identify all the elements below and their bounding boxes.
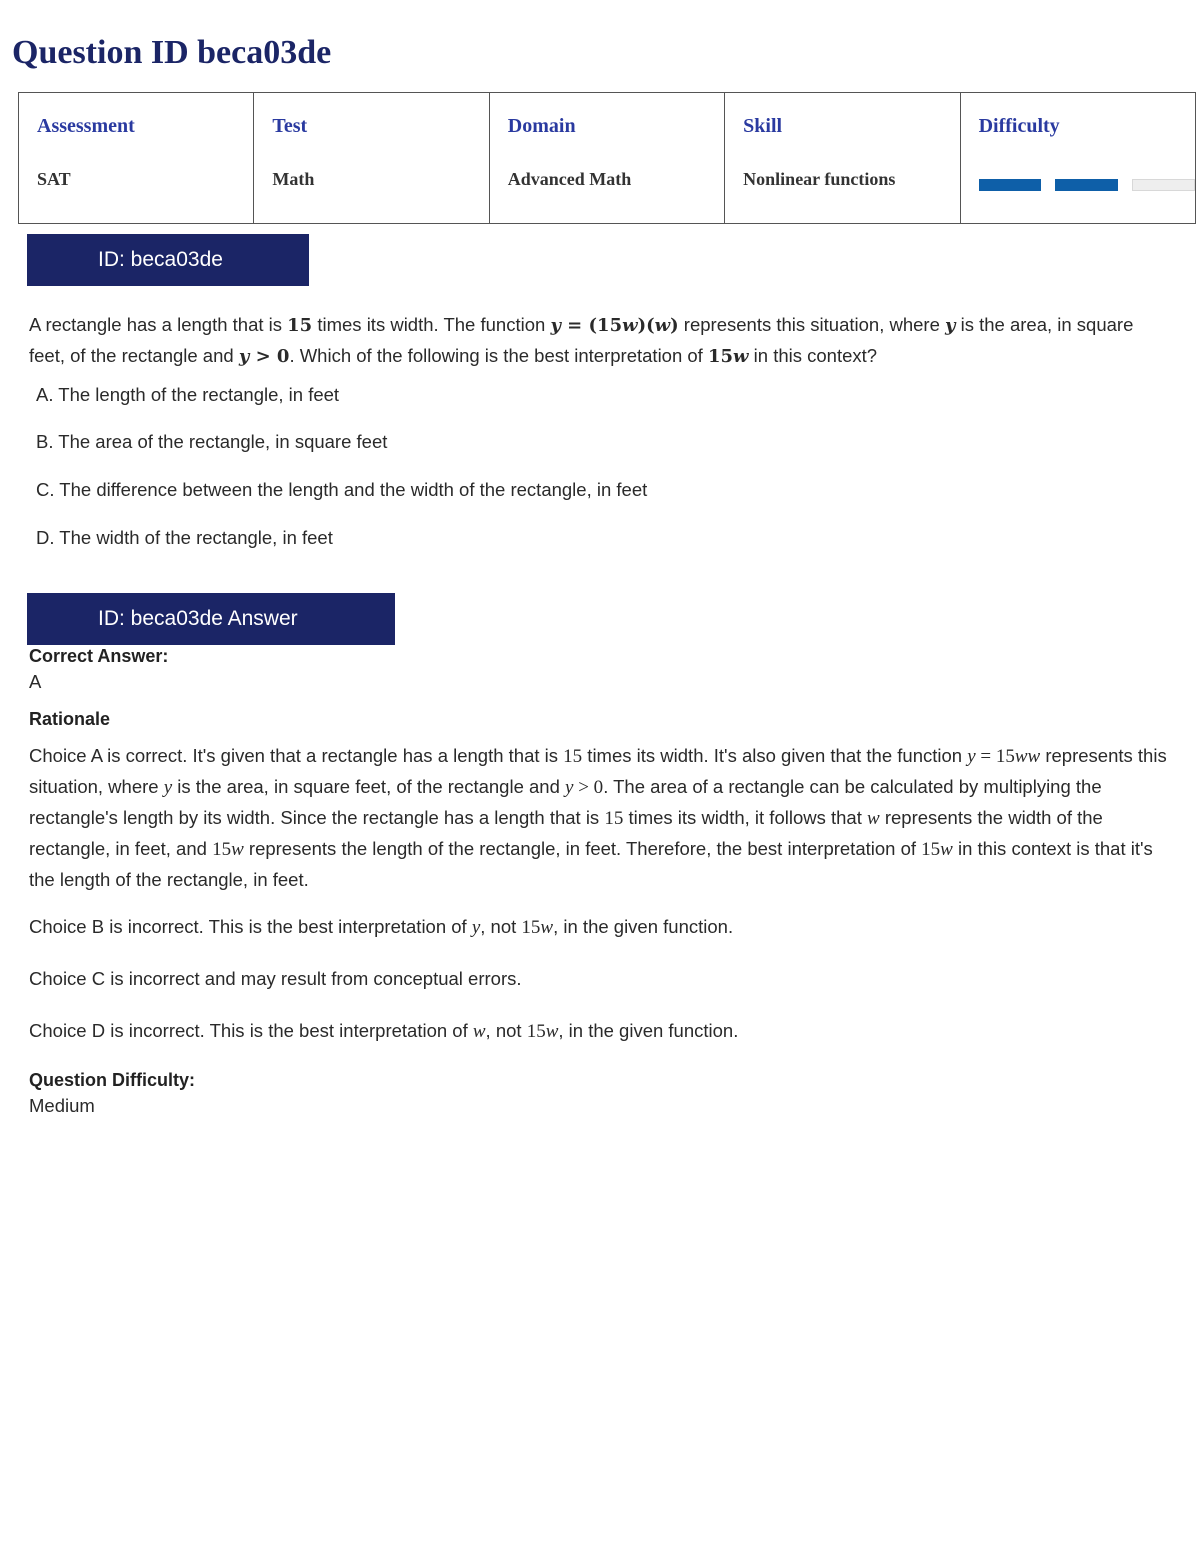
stem-text: represents this situation, where [678, 314, 945, 335]
math-number: 15 [526, 1021, 546, 1042]
assessment-cell [19, 93, 254, 224]
skill-label: Skill [743, 115, 783, 137]
difficulty-bar [1055, 179, 1118, 191]
math-number: 15 [707, 346, 734, 367]
rationale-text: represents the length of the rectangle, in feet. Therefore, the best interpretation of [243, 838, 922, 859]
rationale-paragraph [29, 741, 1169, 895]
test-value: Math [272, 169, 315, 189]
math-expression: )( [637, 315, 655, 336]
stem-text: . Which of the following is the best interpretation of [289, 345, 708, 366]
rationale-text: Choice B is incorrect. This is the best interpretation of [29, 916, 472, 937]
rationale-text: represents the width of the rectangle, in feet, and [29, 807, 1103, 859]
domain-value: Advanced Math [507, 169, 632, 189]
skill-value: Nonlinear functions [743, 169, 896, 189]
difficulty-cell [960, 93, 1195, 224]
answer-id-banner: ID: beca03de Answer [27, 593, 395, 645]
rationale-text: Choice D is incorrect. This is the best interpretation of [29, 1020, 473, 1041]
question-id-banner: ID: beca03de [27, 234, 309, 286]
stem-text: A rectangle has a length that is [29, 314, 288, 335]
math-variable: w [654, 315, 671, 336]
question-difficulty-label: Question Difficulty: [29, 1070, 195, 1090]
rationale-paragraph [29, 912, 1169, 943]
domain-cell [489, 93, 724, 224]
math-variable: y [550, 315, 561, 336]
rationale-text: , not [485, 1020, 527, 1041]
rationale-text: times its width. It's also given that the function [582, 745, 968, 766]
rationale-paragraph [29, 1016, 1169, 1047]
answer-choice-c[interactable]: C. The difference between the length and the width of the rectangle, in feet [36, 479, 648, 500]
stem-text: times its width. The function [312, 314, 551, 335]
answer-choice-a[interactable]: A. The length of the rectangle, in feet [36, 384, 340, 405]
rationale-text: , not [480, 916, 522, 937]
math-expression: > 0 [249, 346, 290, 367]
math-variable: y [238, 346, 250, 367]
difficulty-bar [979, 179, 1042, 191]
difficulty-meter [979, 179, 1195, 191]
math-number: 15 [287, 315, 313, 336]
math-number: 15 [921, 839, 941, 860]
math-variable: w [940, 839, 953, 860]
rationale-text: is the area, in square feet, of the rectangle and [172, 776, 566, 797]
stem-text: in this context? [748, 345, 878, 366]
assessment-label: Assessment [37, 115, 135, 137]
math-variable: ww [1014, 746, 1041, 767]
math-variable: w [472, 1021, 486, 1042]
math-variable: y [163, 777, 173, 798]
rationale-label: Rationale [29, 709, 111, 729]
rationale-text: . The area of a rectangle can be calculated by multiplying the rectangle's length by its width. Since the rectangle has a length that is [29, 776, 1102, 828]
domain-label: Domain [507, 115, 576, 137]
math-variable: y [945, 315, 956, 336]
test-label: Test [272, 115, 308, 137]
rationale-text: in this context is that it's the length of the rectangle, in feet. [29, 838, 1153, 890]
math-variable: y [471, 917, 481, 938]
rationale-text: , in the given function. [553, 916, 734, 937]
stem-text: is the area, in square feet, of the rectangle and [29, 314, 1134, 366]
answer-choice-d[interactable]: D. The width of the rectangle, in feet [36, 527, 333, 548]
math-number: 15 [212, 839, 232, 860]
question-stem [29, 310, 1169, 372]
rationale-text: represents this situation, where [29, 745, 1167, 797]
skill-cell [725, 93, 960, 224]
rationale-paragraph: Choice C is incorrect and may result from conceptual errors. [29, 968, 522, 989]
difficulty-label: Difficulty [978, 115, 1060, 137]
math-variable: w [733, 346, 749, 367]
page-title: Question ID beca03de [12, 34, 332, 71]
question-metadata-table [18, 92, 1196, 224]
math-expression: = (15 [560, 315, 623, 336]
rationale-text: , in the given function. [558, 1020, 739, 1041]
math-expression: > 0 [573, 777, 604, 798]
test-cell [254, 93, 489, 224]
correct-answer-label: Correct Answer: [29, 646, 169, 666]
answer-choice-b[interactable]: B. The area of the rectangle, in square feet [36, 431, 388, 452]
rationale-text: Choice A is correct. It's given that a rectangle has a length that is [29, 745, 564, 766]
math-number: 15 [521, 917, 541, 938]
math-expression: = 15 [975, 746, 1015, 767]
math-variable: w [231, 839, 244, 860]
correct-answer-value: A [29, 671, 42, 692]
math-number: 15 [563, 746, 583, 767]
math-variable: y [565, 777, 574, 798]
rationale-text: times its width, it follows that [623, 807, 867, 828]
math-variable: w [867, 808, 880, 829]
difficulty-bar [1132, 179, 1195, 191]
math-variable: w [545, 1021, 559, 1042]
question-difficulty-value: Medium [29, 1095, 95, 1116]
math-variable: w [622, 315, 638, 336]
math-number: 15 [604, 808, 624, 829]
math-variable: y [967, 746, 976, 767]
assessment-value: SAT [37, 169, 71, 189]
math-expression: ) [670, 315, 679, 336]
math-variable: w [540, 917, 554, 938]
